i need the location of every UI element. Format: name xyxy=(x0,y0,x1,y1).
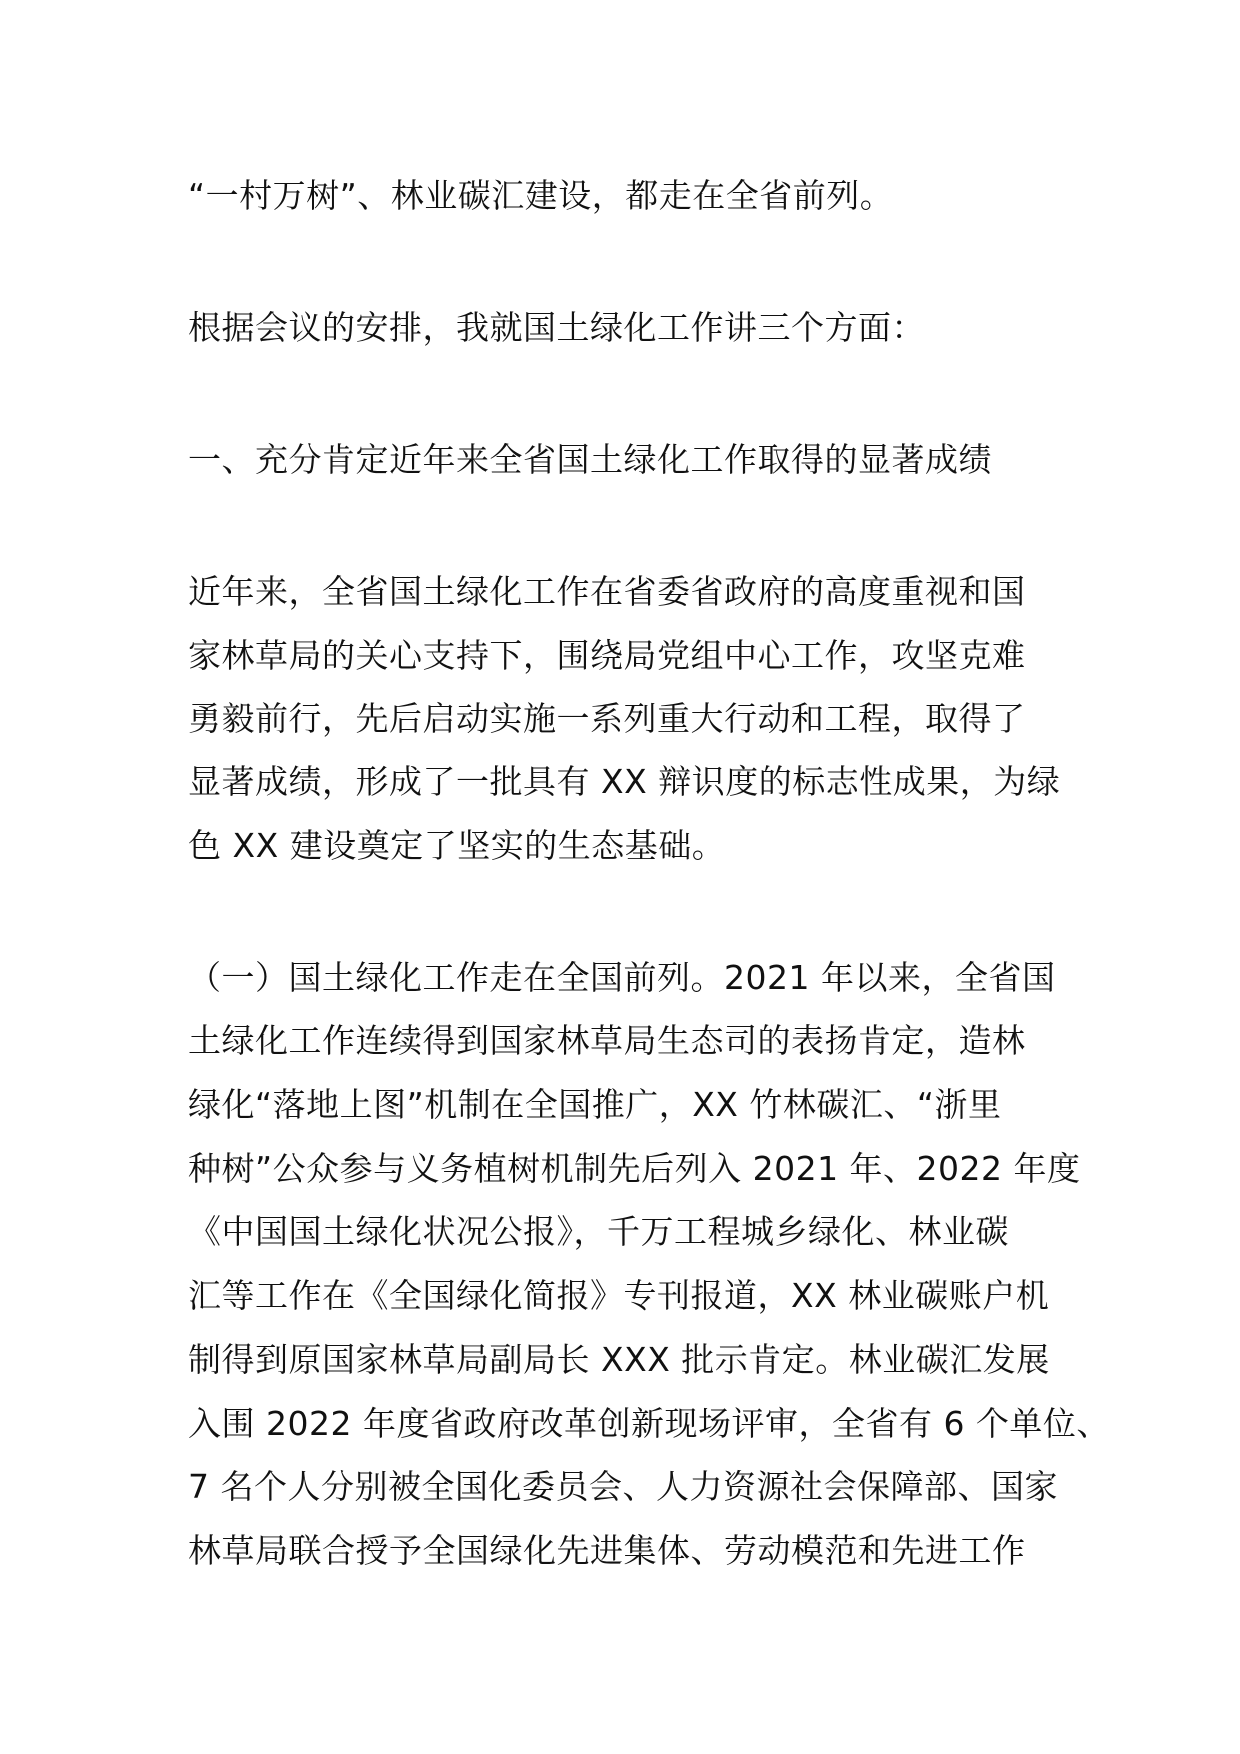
paragraph-line: 近年来，全省国土绿化工作在省委省政府的高度重视和国 xyxy=(188,572,1026,611)
paragraph-line: 种树”公众参与义务植树机制先后列入 2021 年、2022 年度 xyxy=(188,1149,1081,1188)
paragraph-line: 汇等工作在《全国绿化简报》专刊报道，XX 林业碳账户机 xyxy=(188,1276,1050,1315)
paragraph-line: 色 XX 建设奠定了坚实的生态基础。 xyxy=(188,826,726,865)
paragraph-line: 显著成绩，形成了一批具有 XX 辩识度的标志性成果，为绿 xyxy=(188,762,1061,801)
paragraph-line: 家林草局的关心支持下，围绕局党组中心工作，攻坚克难 xyxy=(188,636,1026,675)
paragraph-line: 7 名个人分别被全国化委员会、人力资源社会保障部、国家 xyxy=(188,1467,1058,1506)
paragraph-line: 林草局联合授予全国绿化先进集体、劳动模范和先进工作 xyxy=(188,1531,1026,1570)
paragraph-line: 制得到原国家林草局副局长 XXX 批示肯定。林业碳汇发展 xyxy=(188,1340,1050,1379)
subsection-line: （一）国土绿化工作走在全国前列。2021 年以来，全省国 xyxy=(188,958,1056,997)
paragraph-line: 绿化“落地上图”机制在全国推广，XX 竹林碳汇、“浙里 xyxy=(188,1085,1002,1124)
paragraph-line: 土绿化工作连续得到国家林草局生态司的表扬肯定，造林 xyxy=(188,1021,1026,1060)
intro-line: “一村万树”、林业碳汇建设，都走在全省前列。 xyxy=(188,176,894,215)
paragraph-line: 《中国国土绿化状况公报》，千万工程城乡绿化、林业碳 xyxy=(188,1212,1009,1251)
section-heading: 一、充分肯定近年来全省国土绿化工作取得的显著成绩 xyxy=(188,440,992,479)
arrangement-line: 根据会议的安排，我就国土绿化工作讲三个方面： xyxy=(188,308,925,347)
paragraph-line: 入围 2022 年度省政府改革创新现场评审，全省有 6 个单位、 xyxy=(188,1404,1110,1443)
paragraph-line: 勇毅前行，先后启动实施一系列重大行动和工程，取得了 xyxy=(188,699,1026,738)
